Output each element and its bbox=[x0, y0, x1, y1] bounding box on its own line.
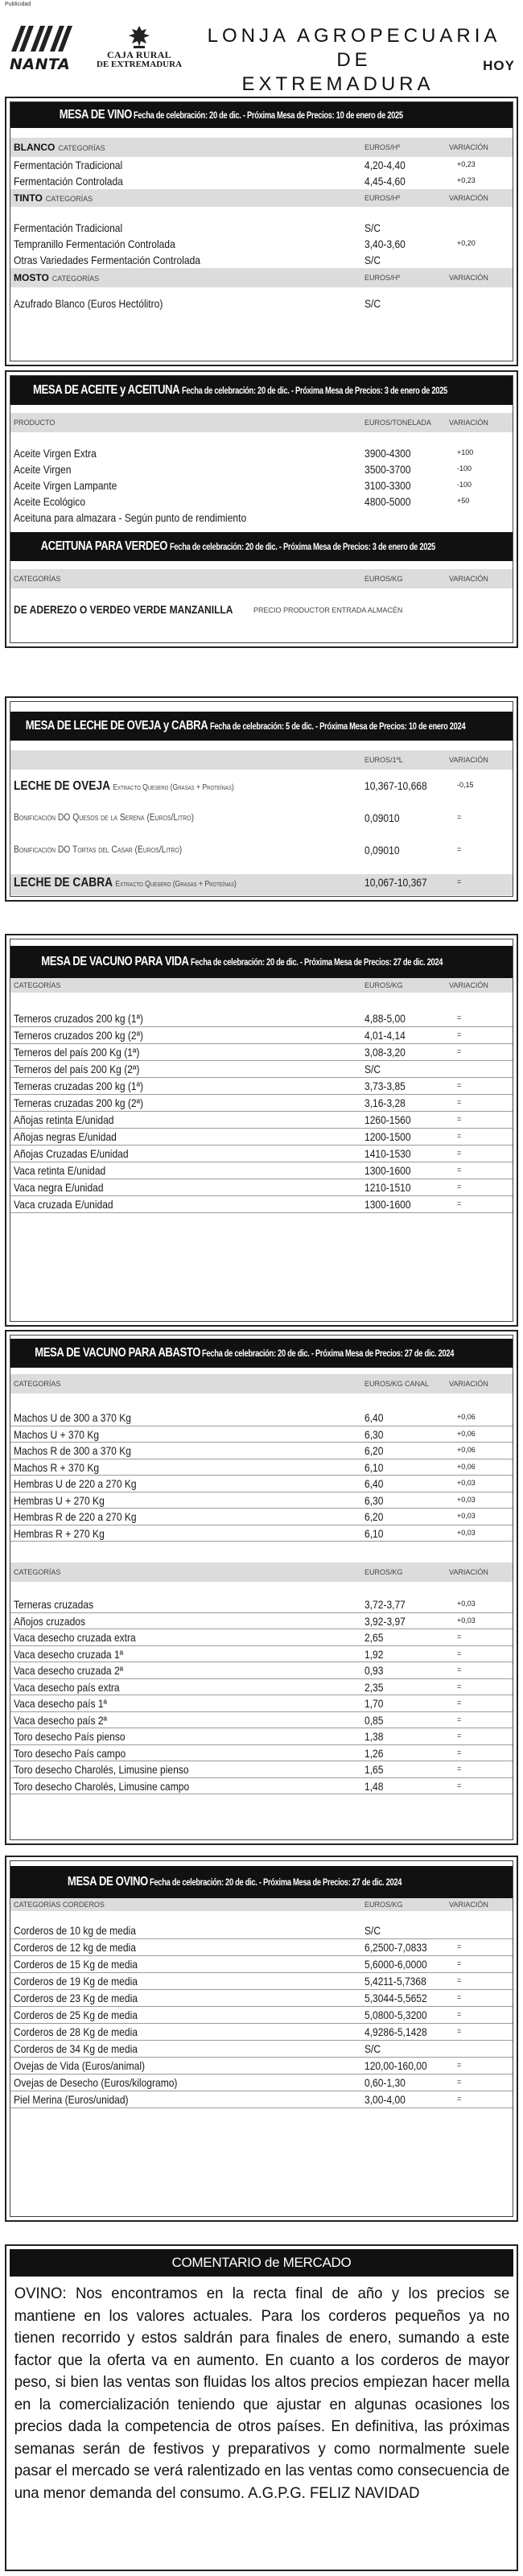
row-price: 5,6000-6,0000 bbox=[364, 1958, 427, 1971]
row-variation: = bbox=[457, 1132, 462, 1140]
row-price: 6,2500-7,0833 bbox=[364, 1941, 427, 1954]
row-price: 3,00-4,00 bbox=[364, 2093, 406, 2106]
table-row bbox=[10, 1410, 513, 1426]
row-label: Terneros del país 200 Kg (1ª) bbox=[14, 1046, 140, 1059]
caja-rural-logo bbox=[95, 24, 183, 72]
leche-header: EUROS/1ºL VARIACIÓN bbox=[10, 750, 513, 770]
row-label: Hembras U + 270 Kg bbox=[14, 1493, 105, 1507]
row-price: 1210-1510 bbox=[364, 1181, 411, 1194]
row-price: 1,65 bbox=[364, 1763, 384, 1776]
row-price: 1260-1560 bbox=[364, 1113, 411, 1126]
table-row bbox=[10, 1728, 513, 1745]
row-label: Corderos de 10 kg de media bbox=[14, 1924, 136, 1937]
vino-tinto-header: TINTO CATEGORÍAS EUROS/Hº VARIACIÓN bbox=[10, 189, 513, 207]
table-row bbox=[10, 1745, 513, 1762]
row-price: 3,92-3,97 bbox=[364, 1614, 406, 1628]
row-price: 1200-1500 bbox=[364, 1130, 411, 1143]
aceite-title: MESA DE ACEITE y ACEITUNA bbox=[33, 383, 180, 397]
section-aceite bbox=[5, 370, 518, 648]
row-variation: +0,03 bbox=[457, 1616, 476, 1624]
row-price: S/C bbox=[364, 1924, 381, 1937]
row-price: 1410-1530 bbox=[364, 1147, 411, 1160]
table-row bbox=[10, 1044, 513, 1061]
comentario-text: OVINO: Nos encontramos en la recta final de año y los precios se mantiene en los valores actuales. Para los corderos pequeños ya no tienen recorrido y estos saldrán para finales de enero, sumando a este factor que la oferta va en aumento. En cuanto a los corderos de mayor peso, si bien las ventas son fluidas los altos precios empiezan hacer mella en la comercialización teniendo que ajustar en algunas ocasiones los precios dada la competencia de otros países. En definitiva, las próximas semanas serán de festivos y preparativos y como normalmente suele pasar el mercado se verá ralentizado en las ventas como consecuencia de una menor demanda del consumo. A.G.P.G. FELIZ NAVIDAD bbox=[14, 2285, 510, 2502]
row-label: Vaca desecho país 1ª bbox=[14, 1697, 108, 1710]
vida-subtitle: Fecha de celebración: 20 de dic. - Próxima Mesa de Precios: 27 de dic. 2024 bbox=[191, 956, 443, 968]
table-row bbox=[10, 2091, 513, 2108]
vino-mosto-name: MOSTO bbox=[14, 272, 49, 283]
table-row bbox=[10, 1095, 513, 1112]
row-price: 6,30 bbox=[364, 1493, 384, 1507]
verdeo-title-bar bbox=[10, 532, 513, 561]
vida-title-bar bbox=[10, 946, 513, 978]
table-row bbox=[10, 1956, 513, 1973]
row-variation: = bbox=[457, 1098, 462, 1106]
row-variation: = bbox=[457, 2078, 462, 2086]
section-ovino bbox=[5, 1856, 518, 2222]
abasto-header-2: CATEGORÍAS EUROS/KG VARIACIÓN bbox=[10, 1563, 513, 1582]
hoy-logo: HOY bbox=[483, 58, 515, 73]
row-variation: = bbox=[457, 1081, 462, 1089]
table-row bbox=[10, 1010, 513, 1027]
table-row bbox=[10, 1712, 513, 1729]
section-vino-inner bbox=[10, 101, 513, 361]
row-price: 0,60-1,30 bbox=[364, 2076, 406, 2089]
section-abasto-inner bbox=[10, 1335, 513, 1840]
row-label: Machos U de 300 a 370 Kg bbox=[14, 1411, 131, 1424]
section-leche bbox=[5, 696, 518, 902]
aceite-subtitle: Fecha de celebración: 20 de dic. - Próxima Mesa de Precios: 3 de enero de 2025 bbox=[181, 385, 447, 396]
table-row: Aceite Virgen Lampante 3100-3300 -100 bbox=[14, 479, 472, 492]
vida-table bbox=[10, 1010, 513, 1213]
row-price: 5,3044-5,5652 bbox=[364, 1992, 427, 2004]
table-row bbox=[10, 1613, 513, 1630]
row-price: 6,40 bbox=[364, 1477, 384, 1490]
table-row bbox=[10, 1922, 513, 1939]
table-row bbox=[10, 1973, 513, 1990]
abasto-table-2 bbox=[10, 1596, 513, 1794]
page-title-line2: EXTREMADURA bbox=[241, 73, 434, 95]
row-variation: = bbox=[457, 1748, 462, 1757]
nanta-wordmark: NANTA bbox=[10, 56, 71, 73]
table-row: Tempranillo Fermentación Controlada 3,40-3,60 +0,20 bbox=[14, 237, 476, 250]
nanta-logo bbox=[10, 24, 86, 72]
section-vino bbox=[5, 97, 518, 366]
vino-blanco-cat: CATEGORÍAS bbox=[58, 144, 105, 152]
vino-title-bar bbox=[10, 102, 513, 128]
row-label: Terneros cruzados 200 kg (1ª) bbox=[14, 1012, 144, 1025]
vino-blanco-unit: EUROS/Hº bbox=[364, 143, 401, 151]
row-variation: = bbox=[457, 1699, 462, 1707]
table-row bbox=[10, 1778, 513, 1795]
table-row bbox=[10, 2058, 513, 2074]
row-variation: = bbox=[457, 2027, 462, 2035]
row-price: 6,40 bbox=[364, 1411, 384, 1424]
row-price: 1,70 bbox=[364, 1697, 384, 1710]
table-row bbox=[10, 1596, 513, 1613]
vino-title: MESA DE VINO bbox=[60, 108, 133, 122]
row-price: 4,9286-5,1428 bbox=[364, 2025, 427, 2038]
vida-header: CATEGORÍAS EUROS/KG VARIACIÓN bbox=[10, 978, 513, 993]
abasto-title: MESA DE VACUNO PARA ABASTO bbox=[34, 1346, 200, 1360]
aceite-header: PRODUCTO EUROS/TONELADA VARIACIÓN bbox=[10, 413, 513, 432]
row-price: 0,85 bbox=[364, 1713, 384, 1727]
verdeo-subtitle: Fecha de celebración: 20 de dic. - Próxima Mesa de Precios: 3 de enero de 2025 bbox=[169, 541, 435, 552]
table-row bbox=[10, 1679, 513, 1696]
table-row: Otras Variedades Fermentación Controlada S/C bbox=[14, 254, 381, 266]
leche-title-bar bbox=[10, 712, 513, 741]
section-vacuno-abasto bbox=[5, 1330, 518, 1845]
row-variation: +0,03 bbox=[457, 1528, 476, 1537]
caja-rural-line1: CAJA RURAL bbox=[106, 49, 171, 60]
row-price: 5,0800-5,3200 bbox=[364, 2008, 427, 2021]
table-row: Aceite Virgen Extra 3900-4300 +100 bbox=[14, 447, 474, 460]
nanta-stripes-icon bbox=[10, 24, 79, 53]
section-vacuno-vida bbox=[5, 934, 518, 1327]
row-variation: +0,03 bbox=[457, 1479, 476, 1487]
table-row bbox=[10, 1179, 513, 1196]
row-label: Vaca desecho cruzada 1ª bbox=[14, 1647, 124, 1661]
table-row bbox=[10, 2024, 513, 2041]
abasto-title-bar bbox=[10, 1339, 513, 1368]
table-row bbox=[10, 1509, 513, 1525]
row-label: Vaca negra E/unidad bbox=[14, 1181, 104, 1194]
row-label: Corderos de 34 Kg de media bbox=[14, 2042, 138, 2055]
row-label: Añojas negras E/unidad bbox=[14, 1130, 117, 1143]
ovino-title-bar bbox=[10, 1866, 513, 1898]
caja-rural-line2: DE EXTREMADURA bbox=[96, 60, 183, 69]
row-variation: = bbox=[457, 1959, 462, 1967]
table-row: Bonificación DO Tortas del Casar (Euros/Litro) 0,09010 = bbox=[14, 844, 462, 857]
row-variation: = bbox=[457, 1976, 462, 1984]
row-price: 6,10 bbox=[364, 1526, 384, 1540]
row-variation: = bbox=[457, 1666, 462, 1674]
row-variation: = bbox=[457, 1715, 462, 1724]
verdeo-header: CATEGORÍAS EUROS/KG VARIACIÓN bbox=[10, 569, 513, 588]
page-header bbox=[0, 16, 523, 93]
row-variation: = bbox=[457, 1633, 462, 1641]
table-row: Fermentación Tradicional 4,20-4,40 +0,23 bbox=[14, 159, 476, 171]
row-label: Machos U + 370 Kg bbox=[14, 1427, 100, 1441]
section-leche-inner bbox=[10, 701, 513, 897]
table-row bbox=[10, 1492, 513, 1509]
row-price: 3,16-3,28 bbox=[364, 1096, 406, 1109]
table-row bbox=[10, 1476, 513, 1492]
aceite-title-bar bbox=[10, 376, 513, 405]
table-row bbox=[10, 1443, 513, 1459]
row-label: Terneras cruzadas 200 kg (2ª) bbox=[14, 1096, 144, 1109]
row-label: Hembras R de 220 a 270 Kg bbox=[14, 1510, 137, 1523]
row-label: Machos R de 300 a 370 Kg bbox=[14, 1444, 131, 1457]
row-variation: = bbox=[457, 1682, 462, 1690]
vino-tinto-name: TINTO bbox=[14, 192, 43, 204]
row-label: Toro desecho País campo bbox=[14, 1746, 126, 1760]
row-price: 6,20 bbox=[364, 1510, 384, 1523]
row-label: Añojas retinta E/unidad bbox=[14, 1113, 114, 1126]
row-label: Hembras R + 270 Kg bbox=[14, 1526, 105, 1540]
table-row bbox=[10, 1061, 513, 1078]
row-price: 1300-1600 bbox=[364, 1198, 411, 1211]
row-label: Toro desecho País pienso bbox=[14, 1730, 126, 1743]
comentario-title: COMENTARIO de MERCADO bbox=[171, 2255, 352, 2270]
crest-icon bbox=[126, 24, 153, 50]
table-row bbox=[10, 2007, 513, 2024]
vino-blanco-name: BLANCO bbox=[14, 142, 56, 153]
row-label: Corderos de 23 Kg de media bbox=[14, 1992, 138, 2004]
table-row bbox=[10, 1027, 513, 1044]
row-variation: = bbox=[457, 1030, 462, 1038]
row-price: 1,92 bbox=[364, 1647, 384, 1661]
row-label: Hembras U de 220 a 270 Kg bbox=[14, 1477, 137, 1490]
ovino-subtitle: Fecha de celebración: 20 de dic. - Próxima Mesa de Precios: 27 de dic. 2024 bbox=[150, 1876, 402, 1888]
row-price: 3,08-3,20 bbox=[364, 1046, 406, 1059]
verdeo-title: ACEITUNA PARA VERDEO bbox=[41, 539, 168, 553]
section-ovino-inner bbox=[10, 1860, 513, 2217]
row-label: Toro desecho Charolés, Limusine pienso bbox=[14, 1763, 189, 1776]
section-vida-inner bbox=[10, 939, 513, 1322]
leche-subtitle: Fecha de celebración: 5 de dic. - Próxima Mesa de Precios: 10 de enero 2024 bbox=[209, 720, 466, 732]
table-row bbox=[10, 1939, 513, 1956]
row-variation: = bbox=[457, 1183, 462, 1191]
row-label: Vaca desecho país 2ª bbox=[14, 1713, 108, 1727]
row-variation: = bbox=[457, 1149, 462, 1157]
row-price: 3,73-3,85 bbox=[364, 1080, 406, 1092]
row-variation: = bbox=[457, 1649, 462, 1657]
table-row bbox=[10, 1629, 513, 1646]
table-row bbox=[10, 1146, 513, 1162]
row-label: Añojos cruzados bbox=[14, 1614, 86, 1628]
row-variation: = bbox=[457, 1013, 462, 1022]
table-row bbox=[10, 1761, 513, 1778]
table-row: LECHE DE OVEJA Extracto Quesero (Grasas + Proteínas) 10,367-10,668 -0,15 bbox=[14, 779, 474, 793]
section-comentario bbox=[5, 2244, 518, 2571]
row-label: Corderos de 28 Kg de media bbox=[14, 2025, 138, 2038]
row-label: Ovejas de Desecho (Euros/kilogramo) bbox=[14, 2076, 178, 2089]
row-variation: = bbox=[457, 1942, 462, 1951]
table-row bbox=[10, 1196, 513, 1213]
row-label: Vaca desecho cruzada extra bbox=[14, 1631, 136, 1644]
row-price: 6,20 bbox=[364, 1444, 384, 1457]
row-price: 5,4211-5,7368 bbox=[364, 1975, 426, 1988]
abasto-subtitle: Fecha de celebración: 20 de dic. - Próxima Mesa de Precios: 27 de dic. 2024 bbox=[201, 1348, 454, 1359]
row-label: Vaca desecho cruzada 2ª bbox=[14, 1664, 124, 1677]
row-variation: +0,06 bbox=[457, 1413, 476, 1421]
table-row bbox=[10, 1662, 513, 1679]
table-row bbox=[10, 1078, 513, 1095]
row-label: Machos R + 370 Kg bbox=[14, 1460, 100, 1474]
table-row bbox=[10, 1162, 513, 1179]
row-price: S/C bbox=[364, 1063, 381, 1075]
table-row bbox=[10, 1426, 513, 1443]
table-row bbox=[10, 1646, 513, 1663]
row-variation: +0,06 bbox=[457, 1429, 476, 1438]
table-row bbox=[10, 1525, 513, 1542]
table-row bbox=[10, 2041, 513, 2058]
row-price: 1,38 bbox=[364, 1730, 384, 1743]
row-label: Terneras cruzadas bbox=[14, 1598, 94, 1611]
table-row: Azufrado Blanco (Euros Hectólitro) S/C bbox=[14, 297, 381, 310]
row-price: 1300-1600 bbox=[364, 1164, 411, 1177]
row-label: Corderos de 19 Kg de media bbox=[14, 1975, 138, 1988]
page-title-line1: LONJA AGROPECUARIA DE bbox=[207, 25, 501, 71]
section-aceite-inner bbox=[10, 375, 513, 643]
row-variation: = bbox=[457, 1199, 462, 1208]
row-label: Piel Merina (Euros/unidad) bbox=[14, 2093, 129, 2106]
table-row: Aceituna para almazara - Según punto de rendimiento bbox=[14, 511, 247, 524]
vino-subtitle: Fecha de celebración: 20 de dic. - Próxima Mesa de Precios: 10 de enero de 2025 bbox=[134, 109, 404, 121]
table-row bbox=[10, 1695, 513, 1712]
table-row: Bonificación DO Quesos de la Serena (Euros/Litro) 0,09010 = bbox=[14, 811, 462, 824]
row-label: Terneros cruzados 200 kg (2ª) bbox=[14, 1029, 144, 1042]
row-variation: = bbox=[457, 2010, 462, 2018]
row-label: Terneros del país 200 Kg (2ª) bbox=[14, 1063, 140, 1075]
row-price: 6,30 bbox=[364, 1427, 384, 1441]
row-variation: +0,06 bbox=[457, 1446, 476, 1454]
table-row bbox=[10, 1459, 513, 1476]
page-title bbox=[193, 24, 515, 97]
table-row: Aceite Ecológico 4800-5000 +50 bbox=[14, 495, 470, 508]
row-price: 6,10 bbox=[364, 1460, 384, 1474]
row-variation: = bbox=[457, 2061, 462, 2069]
row-label: Toro desecho Charolés, Limusine campo bbox=[14, 1779, 190, 1793]
row-price: 1,48 bbox=[364, 1779, 384, 1793]
vino-blanco-header bbox=[10, 138, 513, 157]
ovino-title: MESA DE OVINO bbox=[68, 1875, 149, 1889]
row-price: 1,26 bbox=[364, 1746, 384, 1760]
row-label: Corderos de 15 Kg de media bbox=[14, 1958, 138, 1971]
vida-title: MESA DE VACUNO PARA VIDA bbox=[41, 955, 190, 968]
leche-title: MESA DE LECHE DE OVEJA y CABRA bbox=[26, 719, 208, 733]
row-label: Corderos de 12 kg de media bbox=[14, 1941, 136, 1954]
row-label: Vaca desecho país extra bbox=[14, 1680, 120, 1694]
vino-blanco-var: VARIACIÓN bbox=[449, 143, 488, 151]
row-label: Añojas Cruzadas E/unidad bbox=[14, 1147, 129, 1160]
abasto-header-1: CATEGORÍAS EUROS/KG CANAL VARIACIÓN bbox=[10, 1374, 513, 1393]
table-row: Aceite Virgen 3500-3700 -100 bbox=[14, 463, 472, 476]
row-price: 3,72-3,77 bbox=[364, 1598, 406, 1611]
row-variation: = bbox=[457, 1765, 462, 1773]
row-label: Vaca cruzada E/unidad bbox=[14, 1198, 113, 1211]
table-row: LECHE DE CABRA Extracto Quesero (Grasas + Proteínas) 10,067-10,367 = bbox=[10, 874, 513, 895]
table-row bbox=[10, 2074, 513, 2091]
table-row bbox=[10, 1112, 513, 1129]
row-label: Terneras cruzadas 200 kg (1ª) bbox=[14, 1080, 144, 1092]
table-row: Fermentación Controlada 4,45-4,60 +0,23 bbox=[14, 175, 476, 188]
row-variation: = bbox=[457, 1047, 462, 1055]
table-row: DE ADEREZO O VERDEO VERDE MANZANILLA PRECIO PRODUCTOR ENTRADA ALMACÉN bbox=[14, 603, 403, 616]
row-variation: = bbox=[457, 1166, 462, 1174]
row-variation: = bbox=[457, 2095, 462, 2103]
row-variation: = bbox=[457, 1781, 462, 1790]
row-price: 4,88-5,00 bbox=[364, 1012, 406, 1025]
ovino-header: CATEGORÍAS CORDEROS EUROS/KG VARIACIÓN bbox=[10, 1898, 513, 1911]
row-variation: = bbox=[457, 1732, 462, 1740]
row-price: S/C bbox=[364, 2042, 381, 2055]
row-price: 2,35 bbox=[364, 1680, 384, 1694]
advertising-label: Publicidad bbox=[5, 2, 31, 7]
row-label: Ovejas de Vida (Euros/animal) bbox=[14, 2059, 146, 2072]
row-variation: +0,03 bbox=[457, 1495, 476, 1504]
row-variation: +0,03 bbox=[457, 1512, 476, 1520]
row-price: 0,93 bbox=[364, 1664, 384, 1677]
table-row: Fermentación Tradicional S/C bbox=[14, 221, 381, 234]
row-variation: = bbox=[457, 1993, 462, 2001]
abasto-table-1 bbox=[10, 1410, 513, 1542]
table-row bbox=[10, 1990, 513, 2007]
row-label: Vaca retinta E/unidad bbox=[14, 1164, 106, 1177]
vino-mosto-header: MOSTO CATEGORÍAS EUROS/Hº VARIACIÓN bbox=[10, 268, 513, 287]
ovino-table bbox=[10, 1922, 513, 2108]
row-price: 4,01-4,14 bbox=[364, 1029, 406, 1042]
row-price: 2,65 bbox=[364, 1631, 384, 1644]
row-variation: +0,03 bbox=[457, 1600, 476, 1608]
row-price: 120,00-160,00 bbox=[364, 2059, 427, 2072]
row-variation: +0,06 bbox=[457, 1462, 476, 1471]
comentario-title-bar bbox=[10, 2249, 513, 2277]
row-variation: = bbox=[457, 1115, 462, 1123]
row-label: Corderos de 25 Kg de media bbox=[14, 2008, 138, 2021]
table-row bbox=[10, 1129, 513, 1146]
